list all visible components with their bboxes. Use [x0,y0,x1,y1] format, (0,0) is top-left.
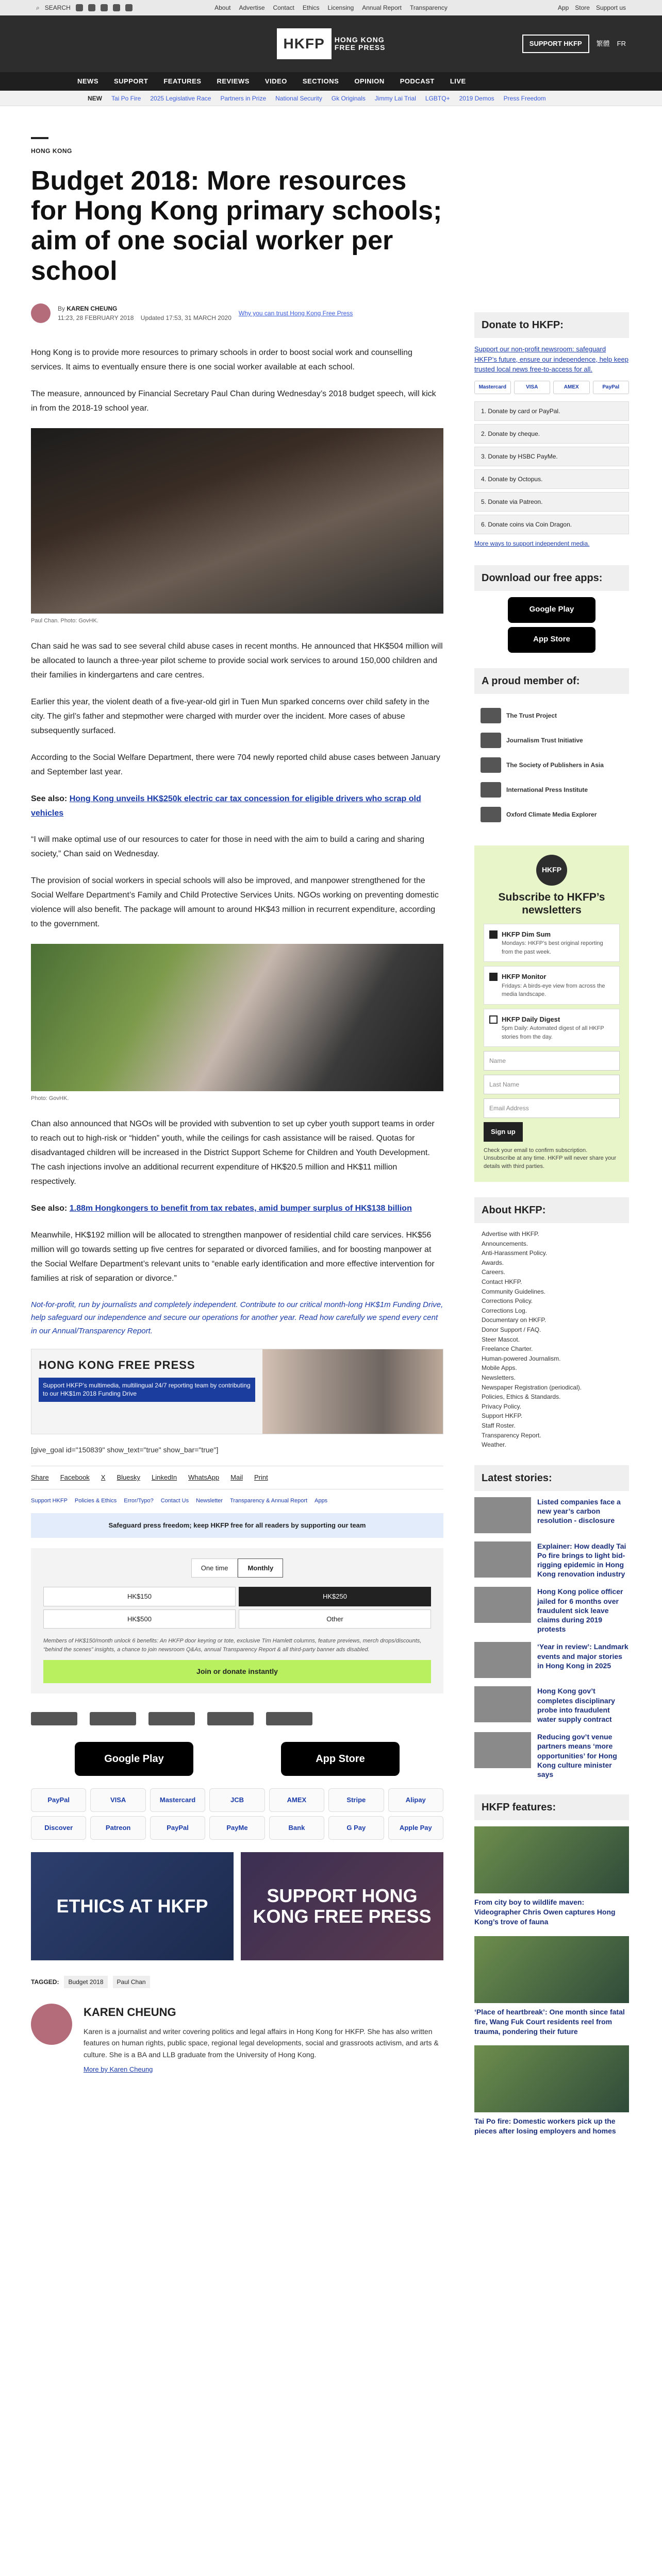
about-link[interactable]: Donor Support / FAQ. [482,1326,541,1333]
member-item[interactable] [481,777,623,802]
donate-widget [474,312,629,550]
email-field[interactable]: Email Address [484,1098,620,1118]
trending-link[interactable]: Press Freedom [503,94,546,102]
payment-icon[interactable]: Bank [269,1816,324,1840]
see-also-label: See also: [31,794,68,804]
donate-option[interactable]: 3. Donate by HSBC PayMe. [474,447,629,466]
payment-methods [31,1788,443,1840]
checkbox-checked[interactable] [489,930,498,939]
feature-headline[interactable]: From city boy to wildlife maven: Videographer Chris Owen captures Hong Kong’s trove of fauna [474,1898,616,1926]
article-photo-paul-chan[interactable] [31,428,443,614]
utility-link[interactable]: Licensing [327,4,354,11]
trust-project-logo [481,708,501,723]
join-donate-button[interactable]: Join or donate instantly [43,1660,431,1683]
memberships-title: A proud member of: [474,668,629,694]
payment-icon[interactable]: PayPal [150,1816,205,1840]
partner-logo-jti[interactable] [90,1712,136,1725]
sopa-logo [481,757,501,773]
utility-right [478,3,626,12]
byline [31,303,443,323]
partner-logo-oxford-climate[interactable] [266,1712,312,1725]
author-name[interactable]: KAREN CHEUNG [84,2006,176,2019]
story-thumbnail[interactable] [474,1732,531,1768]
utility-bar [0,0,662,15]
payment-icon[interactable]: VISA [90,1788,145,1812]
about-list [474,1229,629,1450]
about-link[interactable]: Newspaper Registration (periodical). [482,1383,582,1391]
apps-title: Download our free apps: [474,565,629,591]
ipi-logo [481,782,501,798]
support-link[interactable]: Apps [315,1497,328,1504]
trending-link[interactable]: LGBTQ+ [425,94,450,102]
payment-icon[interactable]: Discover [31,1816,86,1840]
banner-subtitle: Support HKFP’s multimedia, multilingual 24/7 reporting team by contributing to our HK$1m 2018 Funding Drive [39,1378,255,1402]
payment-icon[interactable]: PayPal [31,1788,86,1812]
about-link[interactable]: Community Guidelines. [482,1287,546,1295]
oxford-climate-logo [481,807,501,822]
signup-button[interactable]: Sign up [484,1122,523,1142]
support-links [31,1497,443,1505]
utility-link[interactable]: App [557,4,569,11]
logo-wordmark [335,36,386,52]
trending-link[interactable]: 2019 Demos [459,94,494,102]
about-link[interactable]: Privacy Policy. [482,1402,522,1410]
about-link[interactable]: Freelance Charter. [482,1345,533,1353]
one-time-tab[interactable]: One time [191,1558,238,1578]
feature-headline[interactable]: ‘Place of heartbreak’: One month since fatal fire, Wang Fuk Court residents reel from trauma, pondering their future [474,2007,625,2036]
ethics-promo[interactable]: ETHICS AT HKFP [31,1852,234,1960]
checkbox[interactable] [489,1015,498,1024]
checkbox-checked[interactable] [489,973,498,981]
see-also-link[interactable]: Hong Kong unveils HK$250k electric car tax concession for eligible drivers who scrap old vehicles [31,794,421,818]
article [31,137,443,2151]
paragraph: Earlier this year, the violent death of a five-year-old girl in Tuen Mun sparked concerns over child safety in the city. The girl’s father and stepmother were charged with murder over the incident. More cases of abuse subsequently surfaced. [31,698,429,736]
see-also-1 [31,792,443,820]
story-thumbnail[interactable] [474,1541,531,1578]
instagram-icon[interactable] [101,4,108,11]
newsletter-note: Check your email to confirm subscription. Unsubscribe at any time. HKFP will never share your details with third parties. [484,1147,617,1170]
banner-team-photo [262,1349,443,1434]
story-thumbnail[interactable] [474,1642,531,1678]
hkfp-logo: HKFP [536,855,567,886]
newsletter-option[interactable] [484,1009,620,1047]
author-avatar[interactable] [31,303,51,323]
trust-link[interactable]: Why you can trust Hong Kong Free Press [238,309,353,317]
support-promo[interactable]: SUPPORT HONG KONG FREE PRESS [241,1852,443,1960]
member-name: The Trust Project [506,711,557,719]
member-item[interactable] [481,728,623,753]
paragraph: According to the Social Welfare Department, there were 704 newly reported child abuse cases between January and September last year. [31,753,440,777]
updated-date: Updated 17:53, 31 MARCH 2020 [140,314,231,321]
share-linkedin-link[interactable]: LinkedIn [152,1473,177,1481]
newsletter-option[interactable] [484,924,620,962]
article-photo-children[interactable] [31,944,443,1091]
story-headline[interactable]: Reducing gov’t venue partners means ‘more opportunities’ for Hong Kong culture minister says [537,1733,617,1778]
features-title: HKFP features: [474,1794,629,1820]
payment-icon[interactable]: AMEX [269,1788,324,1812]
shortcode-text: [give_goal id="150839" show_text="true" show_bar="true"] [31,1446,219,1454]
support-link[interactable]: Support HKFP [31,1497,68,1504]
payment-icon[interactable]: PayMe [209,1816,264,1840]
about-link[interactable]: Documentary on HKFP. [482,1316,547,1324]
story-headline[interactable]: Hong Kong police officer jailed for 6 months over fraudulent sick leave claims during 2019 protests [537,1587,623,1634]
utility-link[interactable]: Annual Report [362,4,402,11]
feature-image[interactable] [474,1936,629,2003]
payment-icon[interactable]: JCB [209,1788,264,1812]
nav-item-live[interactable]: LIVE [450,77,466,86]
share-print-link[interactable]: Print [254,1473,268,1481]
about-link[interactable]: Policies, Ethics & Standards. [482,1393,561,1401]
donate-option[interactable]: 2. Donate by cheque. [474,424,629,444]
trending-link[interactable]: Tai Po Fire [111,94,141,102]
support-link[interactable]: Policies & Ethics [74,1497,117,1504]
author-name-link[interactable]: KAREN CHEUNG [67,304,118,312]
logo-mark: HKFP [277,28,332,59]
feature-story[interactable] [474,2045,629,2136]
frequency-toggle [43,1558,431,1578]
utility-link[interactable]: About [214,4,231,11]
photo-caption: Paul Chan. Photo: GovHK. [31,617,98,624]
banner-title: HONG KONG FREE PRESS [39,1359,195,1371]
member-name: Oxford Climate Media Explorer [506,810,597,818]
lang-zh-link[interactable]: 繁體 [596,40,610,48]
support-link[interactable]: Contact Us [160,1497,189,1504]
latest-stories-widget [474,1465,629,1779]
donate-card-logos [474,381,629,394]
newsletter-option-text [502,972,614,999]
donate-option[interactable]: 6. Donate coins via Coin Dragon. [474,515,629,534]
paragraph: Hong Kong is to provide more resources to primary schools in order to boost social work and counselling services. It aims to eventually ensure there is one social worker available at each school. [31,348,412,371]
logo-line-2: FREE PRESS [334,43,386,52]
feature-image[interactable] [474,2045,629,2112]
member-item[interactable] [481,703,623,728]
paragraph: Chan also announced that NGOs will be provided with subvention to set up cyber youth support teams in order to reach out to high-risk or “hidden” youth, while the ceilings for cash assistance will be raised. Quotas for disadvantaged children will be increased in the District Support Scheme for Children and Youth Development. The cash injections involve an additional recurrent expenditure of HK$20.5 million and HK$11 million respectively. [31,1120,435,1187]
nav-item-opinion[interactable]: OPINION [354,77,385,86]
author-bio: Karen is a journalist and writer covering politics and legal affairs in Hong Kong for HKFP. She has also written features on human rights, public space, regional legal developments, social and grassroots activism, and arts & culture. She is a BA and LLB graduate from the University of Hong Kong. [84,2027,439,2059]
utility-link[interactable]: Contact [273,4,294,11]
more-by-author-link[interactable]: More by Karen Cheung [84,2065,153,2074]
support-hkfp-button[interactable]: SUPPORT HKFP [522,35,589,53]
about-widget [474,1197,629,1450]
paragraph: The measure, announced by Financial Secretary Paul Chan during Wednesday’s 2018 budget speech, will kick in from the 2018-19 school year. [31,389,436,413]
see-also-2 [31,1201,443,1215]
partner-logo-ipi[interactable] [207,1712,254,1725]
nav-item-reviews[interactable]: REVIEWS [217,77,250,86]
partner-logo-sopa[interactable] [148,1712,195,1725]
tagged-label: TAGGED: [31,1978,59,1986]
about-link[interactable]: Steer Mascot. [482,1335,520,1343]
newsletter-option-desc: 5pm Daily: Automated digest of all HKFP stories from the day. [502,1025,604,1040]
newsletter-title: Subscribe to HKFP’s newsletters [498,891,605,916]
trending-link[interactable]: Partners in Prize [220,94,267,102]
author-avatar-large[interactable] [31,2004,72,2045]
about-link[interactable]: Corrections Policy. [482,1297,533,1305]
latest-story[interactable] [474,1541,629,1579]
article-title: Budget 2018: More resources for Hong Kong primary schools; aim of one social worker per school [31,166,442,286]
donate-option[interactable]: 5. Donate via Patreon. [474,492,629,512]
utility-link[interactable]: Transparency [409,4,448,11]
member-name: Journalism Trust Initiative [506,736,583,744]
donate-text-link[interactable]: Support our non-profit newsroom: safeguard HKFP’s future, ensure our independence, help keep trusted local news free-to-access for all. [474,345,628,373]
member-list [474,700,629,830]
tag-link[interactable]: Paul Chan [113,1976,150,1988]
paragraph: The provision of social workers in special schools will also be improved, and manpower strengthened for the Social Welfare Department’s Family and Child Protective Services Units. NGOs working on preventing domestic violence will also benefit. The package will amount to around HK$43 million in recurrent expenditure, according to the government. [31,876,439,928]
support-link[interactable]: Newsletter [196,1497,223,1504]
banner-text [31,1349,262,1434]
latest-title: Latest stories: [474,1465,629,1491]
youtube-icon[interactable] [113,4,120,11]
site-logo[interactable] [277,28,386,59]
byline-text [58,304,231,323]
about-link[interactable]: Careers. [482,1268,506,1276]
nav-item-sections[interactable]: SECTIONS [302,77,339,86]
paragraph: Chan said he was sad to see several child abuse cases in recent months. He announced that HK$504 million will be allocated to launch a three-year pilot scheme to provide social work services to around 150,000 children and their families in kindergartens and care centres. [31,642,443,680]
feature-headline[interactable]: Tai Po fire: Domestic workers pick up the pieces after losing employers and homes [474,2117,616,2136]
trending-link[interactable]: Jimmy Lai Trial [374,94,416,102]
share-x-link[interactable]: X [101,1473,106,1481]
photo-caption: Photo: GovHK. [31,1095,69,1101]
about-link[interactable]: Advertise with HKFP. [482,1230,539,1238]
story-headline[interactable]: ‘Year in review’: Landmark events and major stories in Hong Kong in 2025 [537,1642,628,1670]
share-facebook-link[interactable]: Facebook [60,1473,90,1481]
tag-link[interactable]: Budget 2018 [64,1976,107,1988]
search-label[interactable]: SEARCH [44,4,71,11]
amount-option-selected[interactable]: HK$250 [239,1587,431,1606]
category-label[interactable]: HONG KONG [31,147,72,155]
apps-widget [474,565,629,653]
google-play-button[interactable]: Google Play [508,597,595,623]
latest-story[interactable] [474,1642,629,1678]
member-name: The Society of Publishers in Asia [506,761,604,769]
google-play-button[interactable]: Google Play [75,1742,193,1776]
story-headline[interactable]: Explainer: How deadly Tai Po fire brings to light bid-rigging epidemic in Hong Kong renovation industry [537,1541,626,1579]
main-nav [0,72,662,91]
nav-item-features[interactable]: FEATURES [163,77,202,86]
linkedin-icon[interactable] [125,4,133,11]
about-link[interactable]: Support HKFP. [482,1412,523,1420]
nav-item-support[interactable]: SUPPORT [114,77,148,86]
about-link[interactable]: Staff Roster. [482,1421,516,1429]
about-link[interactable]: Mobile Apps. [482,1364,517,1372]
first-name-field[interactable]: Name [484,1051,620,1071]
utility-link[interactable]: Store [575,4,590,11]
about-title: About HKFP: [474,1197,629,1223]
donate-title: Donate to HKFP: [474,312,629,338]
about-link[interactable]: Transparency Report. [482,1431,541,1439]
app-store-button[interactable]: App Store [508,627,595,653]
payment-icon[interactable]: AMEX [553,381,590,394]
member-item[interactable] [481,753,623,777]
published-date: 11:23, 28 FEBRUARY 2018 [58,314,134,321]
partner-logo-trust-project[interactable] [31,1712,77,1725]
latest-story[interactable] [474,1497,629,1533]
support-link[interactable]: Error/Typo? [124,1497,154,1504]
memberships-widget [474,668,629,830]
newsletter-option-text [502,1014,614,1042]
member-item[interactable] [481,802,623,827]
funding-note[interactable]: Not-for-profit, run by journalists and completely independent. Contribute to our critical month-long HK$1m Funding Drive, help safeguard our independence and secure our operations for another year. Read how carefully we spend every cent in our Annual/Transparency Report. [31,1300,443,1335]
members-benefits-note: Members of HK$150/month unlock 6 benefits: An HKFP door keyring or tote, exclusive Tim Hamlett columns, feature previews, merch drops/discounts, “behind the scenes” insights, a chance to join newsroom Q&As, annual Transparency Report & all third-party banner ads disabled. [43,1638,422,1653]
jti-logo [481,733,501,748]
payment-icon[interactable]: Mastercard [150,1788,205,1812]
member-name: International Press Institute [506,786,588,793]
donate-text [474,344,629,375]
story-thumbnail[interactable] [474,1686,531,1722]
utility-link[interactable]: Advertise [239,4,265,11]
newsletter-widget [474,845,629,1182]
newsletter-option[interactable] [484,966,620,1005]
author-box [31,2004,443,2075]
about-link[interactable]: Awards. [482,1259,504,1266]
latest-story[interactable] [474,1686,629,1724]
feature-story[interactable] [474,1936,629,2037]
share-bluesky-link[interactable]: Bluesky [117,1473,140,1481]
paragraph: “I will make optimal use of our resources to cater for those in need with the aim to build a caring and sharing society,” Chan said on Wednesday. [31,835,425,858]
feature-image[interactable] [474,1826,629,1893]
author-details [84,2004,443,2075]
newsletter-option-title: HKFP Dim Sum [502,930,551,938]
story-headline[interactable]: Hong Kong gov’t completes disciplinary probe into fraudulent water supply contract [537,1687,615,1723]
app-store-buttons [31,1742,443,1776]
about-link[interactable]: Announcements. [482,1240,528,1247]
payment-icon[interactable]: Alipay [388,1788,443,1812]
see-also-label: See also: [31,1204,68,1213]
nav-item-news[interactable]: NEWS [77,77,98,86]
newsletter-option-text [502,929,614,957]
see-also-link[interactable]: 1.88m Hongkongers to benefit from tax rebates, amid bumper surplus of HK$138 billion [69,1204,412,1213]
story-thumbnail[interactable] [474,1497,531,1533]
safeguard-banner[interactable]: Safeguard press freedom; keep HKFP free for all readers by supporting our team [31,1513,443,1538]
newsletter-option-desc: Mondays: HKFP’s best original reporting from the past week. [502,940,603,955]
payment-icon[interactable]: Mastercard [474,381,511,394]
about-link[interactable]: Newsletters. [482,1374,516,1381]
lang-fr-link[interactable]: FR [617,40,626,48]
amount-option[interactable]: HK$150 [43,1587,236,1606]
about-link[interactable]: Corrections Log. [482,1307,527,1314]
amount-options [43,1587,431,1629]
promo-banners [31,1852,443,1960]
about-link[interactable]: Contact HKFP. [482,1278,522,1286]
app-store-button[interactable]: App Store [281,1742,400,1776]
payment-icon[interactable]: PayPal [593,381,630,394]
about-link[interactable]: Anti-Harassment Policy. [482,1249,548,1257]
sidebar [474,137,629,2151]
donate-option[interactable]: 1. Donate by card or PayPal. [474,401,629,421]
payment-icon[interactable]: Apple Pay [388,1816,443,1840]
payment-icon[interactable]: VISA [514,381,551,394]
amount-option[interactable]: HK$500 [43,1609,236,1629]
category-rule [31,137,48,139]
about-link[interactable]: Human-powered Journalism. [482,1354,561,1362]
facebook-icon[interactable] [76,4,83,11]
amount-option-other[interactable]: Other [239,1609,431,1629]
masthead-right [385,35,626,53]
tags-row [31,1976,443,1988]
search-icon[interactable]: ⌕ [36,4,40,11]
page-body [0,106,662,2151]
donation-widget [31,1548,443,1694]
utility-link[interactable]: Ethics [302,4,320,11]
masthead [0,15,662,72]
logo-line-1: HONG KONG [334,35,385,44]
payment-icon[interactable]: Stripe [328,1788,384,1812]
trending-bar [0,91,662,106]
more-ways-link[interactable]: More ways to support independent media. [474,539,590,547]
share-label: Share [31,1473,49,1481]
newsletter-option-title: HKFP Monitor [502,973,547,981]
story-thumbnail[interactable] [474,1587,531,1623]
trending-link[interactable]: National Security [275,94,322,102]
share-whatsapp-link[interactable]: WhatsApp [188,1473,220,1481]
latest-story[interactable] [474,1587,629,1634]
about-link[interactable]: Weather. [482,1441,506,1449]
utility-links [184,3,478,12]
monthly-tab[interactable]: Monthly [238,1558,283,1578]
nav-item-video[interactable]: VIDEO [264,77,287,86]
feature-story[interactable] [474,1826,629,1927]
newsletter-option-title: HKFP Daily Digest [502,1015,560,1023]
utility-link[interactable]: Support us [595,4,626,11]
latest-story[interactable] [474,1732,629,1779]
nav-item-podcast[interactable]: PODCAST [400,77,435,86]
utility-left [36,3,184,12]
donate-option[interactable]: 4. Donate by Octopus. [474,469,629,489]
share-bar [31,1466,443,1489]
paragraph: Meanwhile, HK$192 million will be allocated to strengthen manpower of residential child care services. HK$56 million will go towards setting up five centres for separated or divorced families, and for boosting manpower at the Social Welfare Department’s relevant units to “enable early identification and more effective intervention for families at risk of separation or divorce.” [31,1230,435,1283]
trending-link[interactable]: 2025 Legislative Race [150,94,211,102]
features-widget [474,1794,629,2136]
new-label: NEW [88,94,102,102]
support-link[interactable]: Transparency & Annual Report [230,1497,308,1504]
payment-icon[interactable]: G Pay [328,1816,384,1840]
last-name-field[interactable]: Last Name [484,1075,620,1094]
by-label: By [58,304,65,312]
trending-link[interactable]: Gk Originals [331,94,366,102]
funding-banner[interactable] [31,1349,443,1434]
partner-logos [31,1706,443,1732]
payment-icon[interactable]: Patreon [90,1816,145,1840]
share-mail-link[interactable]: Mail [230,1473,243,1481]
newsletter-option-desc: Fridays: A birds-eye view from across the media landscape. [502,982,605,998]
story-headline[interactable]: Listed companies face a new year’s carbon resolution - disclosure [537,1497,621,1525]
x-icon[interactable] [88,4,95,11]
